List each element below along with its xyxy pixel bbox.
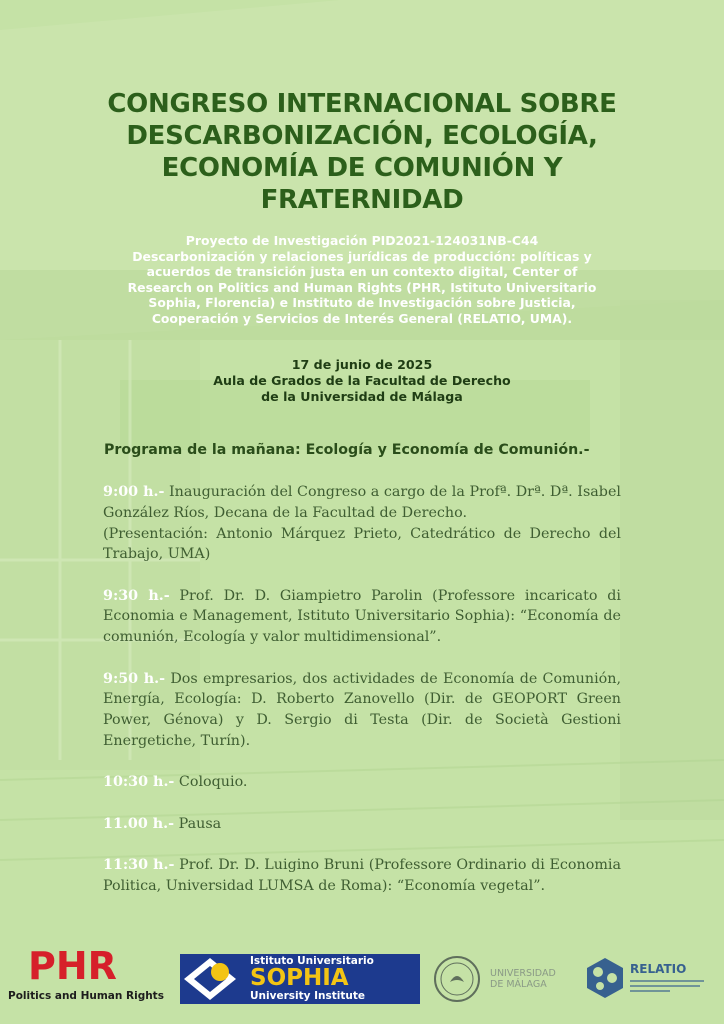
uma-line: DE MÁLAGA xyxy=(490,979,547,990)
relatio-hexagon-icon xyxy=(584,956,626,1000)
sophia-name: SOPHIA xyxy=(250,965,349,991)
relatio-name: RELATIO xyxy=(630,962,687,976)
event-date: 17 de junio de 2025 xyxy=(291,357,433,372)
program-item xyxy=(103,855,621,897)
title-line: ECONOMÍA DE COMUNIÓN Y xyxy=(161,153,563,183)
project-line: Proyecto de Investigación PID2021-124031NB-C44 xyxy=(185,233,539,248)
sophia-bottom-text: University Institute xyxy=(250,990,365,1002)
item-text: Dos empresarios, dos actividades de Economía de Comunión, Energía, Ecología: D. Roberto Zanovello (Dir. de GEOPORT Green Power, Génova) y D. Sergio di Testa (Dir. de Società Gestioni Energetiche, Turín). xyxy=(103,670,621,749)
project-line: Cooperación y Servicios de Interés General (RELATIO, UMA). xyxy=(151,310,573,326)
project-line: acuerdos de transición justa en un contexto digital, Center of xyxy=(146,264,578,280)
item-time: 9:30 h.- xyxy=(103,587,170,604)
project-line: Sophia, Florencia) e Instituto de Investigación sobre Justicia, xyxy=(148,295,576,311)
program-item xyxy=(103,669,621,752)
project-line: Research on Politics and Human Rights (PHR, Istituto Universitario xyxy=(127,279,597,295)
program-list xyxy=(103,482,621,917)
program-item xyxy=(103,482,621,565)
uma-logo xyxy=(432,954,572,1004)
item-text: Coloquio. xyxy=(178,774,248,791)
title-line: FRATERNIDAD xyxy=(260,185,464,215)
title-line: CONGRESO INTERNACIONAL SOBRE xyxy=(107,89,617,119)
item-text: Prof. Dr. D. Luigino Bruni (Professore Ordinario di Economia Politica, Universidad LUMSA de Roma): “Economía vegetal”. xyxy=(103,856,621,894)
item-time: 11.00 h.- xyxy=(103,815,175,832)
uma-line: UNIVERSIDAD xyxy=(490,968,556,979)
sophia-top-text: Istituto Universitario xyxy=(250,955,374,967)
sponsor-logos xyxy=(0,938,724,1024)
congress-title xyxy=(60,88,664,216)
phr-caption: Politics and Human Rights xyxy=(8,990,164,1002)
item-time: 11:30 h.- xyxy=(103,856,175,873)
item-time: 9:00 h.- xyxy=(103,484,165,500)
item-text: Prof. Dr. D. Giampietro Parolin (Professore incaricato di Economia e Management, Istituto Universitario Sophia): “Economía de comunión, Ecología y valor multidimensional”. xyxy=(103,587,622,646)
title-line: DESCARBONIZACIÓN, ECOLOGÍA, xyxy=(126,121,598,151)
project-description xyxy=(90,233,634,327)
project-line: Descarbonización y relaciones jurídicas de producción: políticas y xyxy=(132,248,592,264)
sophia-logo xyxy=(180,954,420,1004)
program-item xyxy=(103,586,621,648)
program-item xyxy=(103,772,621,793)
item-note: (Presentación: Antonio Márquez Prieto, Catedrático de Derecho del Trabajo, UMA) xyxy=(103,525,621,563)
item-time: 10:30 h.- xyxy=(103,774,175,791)
uma-seal-icon xyxy=(432,954,482,1004)
program-item xyxy=(103,814,621,835)
event-info xyxy=(150,357,574,405)
uma-text xyxy=(490,968,556,990)
item-text: Pausa xyxy=(178,815,222,832)
item-time: 9:50 h.- xyxy=(103,670,166,687)
event-venue: de la Universidad de Málaga xyxy=(261,389,463,404)
program-subtitle: Programa de la mañana: Ecología y Economía de Comunión.- xyxy=(104,442,590,458)
relatio-subtitle-lines xyxy=(630,978,710,998)
event-venue: Aula de Grados de la Facultad de Derecho xyxy=(213,373,511,388)
item-text: Inauguración del Congreso a cargo de la Profª. Drª. Dª. Isabel González Ríos, Decana de la Facultad de Derecho. xyxy=(103,484,621,521)
phr-mark: PHR xyxy=(28,944,117,988)
sophia-emblem-icon xyxy=(180,954,246,1004)
relatio-logo xyxy=(584,956,714,1006)
